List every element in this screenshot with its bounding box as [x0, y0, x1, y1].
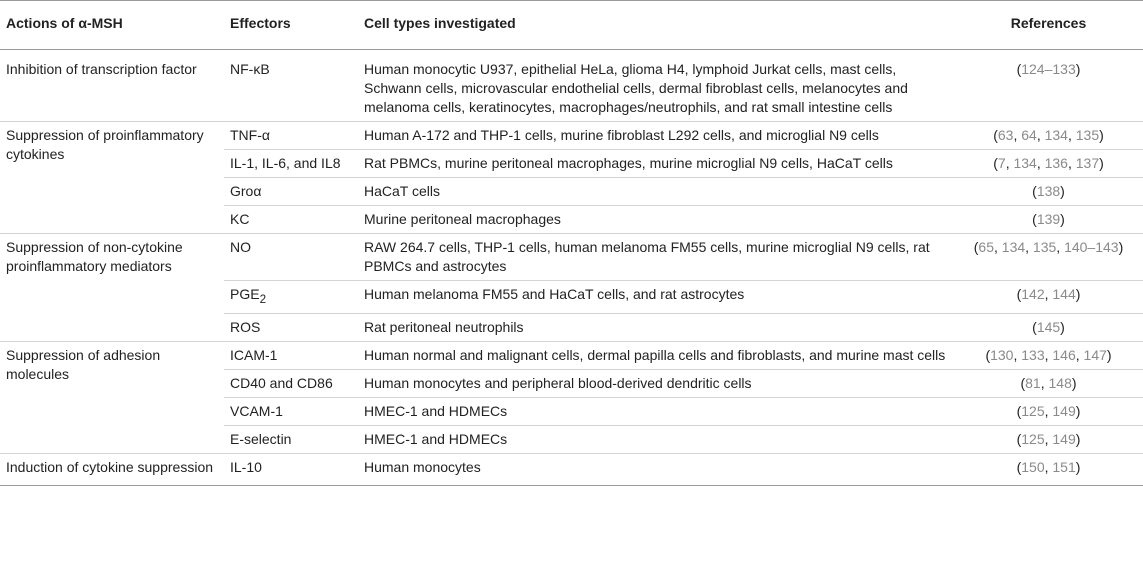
- reference-link[interactable]: 125: [1021, 402, 1045, 419]
- cell-types-cell: Human normal and malignant cells, dermal papilla cells and fibroblasts, and murine mast cells: [358, 341, 954, 369]
- reference-link[interactable]: 147: [1083, 346, 1107, 363]
- references-cell: (145): [954, 313, 1143, 341]
- cell-types-cell: Human monocytic U937, epithelial HeLa, glioma H4, lymphoid Jurkat cells, mast cells, Schwann cells, microvascular endothelial cells, dermal fibroblast cells, melanocytes and melanoma cells, keratinocytes, macrophages/neutrophils, and rat small intestine cells: [358, 50, 954, 122]
- references-cell: (139): [954, 206, 1143, 234]
- effector-cell: [224, 341, 358, 369]
- table-row: [0, 50, 1143, 122]
- effector-label: VCAM-1: [230, 402, 283, 419]
- effector-subscript: 2: [259, 292, 267, 306]
- effector-cell: [224, 50, 358, 122]
- references-cell: (138): [954, 178, 1143, 206]
- effector-label: TNF-α: [230, 127, 270, 143]
- reference-link[interactable]: 144: [1052, 286, 1076, 302]
- cell-types-cell: Murine peritoneal macrophages: [358, 206, 954, 234]
- references-cell: (150, 151): [954, 453, 1143, 485]
- effector-cell: [224, 425, 358, 453]
- cell-types-cell: Human monocytes: [358, 453, 954, 485]
- effector-label: ROS: [230, 318, 261, 335]
- effector-label: PGE: [230, 286, 260, 302]
- references-cell: (124–133): [954, 50, 1143, 122]
- reference-link[interactable]: 149: [1052, 402, 1076, 419]
- table-row: [0, 453, 1143, 485]
- reference-link[interactable]: 124–133: [1021, 61, 1076, 77]
- reference-link[interactable]: 138: [1036, 183, 1061, 199]
- reference-link[interactable]: 149: [1052, 430, 1076, 447]
- cell-types-cell: HMEC-1 and HDMECs: [358, 397, 954, 425]
- reference-link[interactable]: 145: [1036, 318, 1061, 335]
- reference-link[interactable]: 150: [1021, 458, 1045, 475]
- reference-link[interactable]: 134: [1001, 239, 1026, 255]
- header-cell-types: Cell types investigated: [358, 1, 954, 50]
- effector-cell: [224, 234, 358, 281]
- header-row: [0, 1, 1143, 50]
- action-cell: Induction of cytokine suppression: [0, 453, 224, 485]
- table-row: [0, 341, 1143, 369]
- effector-label: ICAM-1: [230, 346, 278, 363]
- effector-label: NF-κB: [230, 61, 270, 77]
- cell-types-cell: Rat PBMCs, murine peritoneal macrophages, murine microglial N9 cells, HaCaT cells: [358, 150, 954, 178]
- reference-link[interactable]: 81: [1025, 374, 1041, 391]
- header-references: References: [954, 1, 1143, 50]
- cell-types-cell: Human monocytes and peripheral blood-derived dendritic cells: [358, 369, 954, 397]
- effector-cell: [224, 313, 358, 341]
- reference-link[interactable]: 136: [1044, 155, 1068, 171]
- cell-types-cell: Rat peritoneal neutrophils: [358, 313, 954, 341]
- references-cell: (63, 64, 134, 135): [954, 122, 1143, 150]
- reference-link[interactable]: 125: [1021, 430, 1045, 447]
- table-row: [0, 122, 1143, 150]
- reference-link[interactable]: 142: [1021, 286, 1045, 302]
- reference-link[interactable]: 63: [997, 127, 1014, 143]
- references-cell: (130, 133, 146, 147): [954, 341, 1143, 369]
- reference-link[interactable]: 151: [1052, 458, 1076, 475]
- reference-link[interactable]: 139: [1036, 211, 1061, 227]
- reference-link[interactable]: 65: [978, 239, 994, 255]
- action-cell: Inhibition of transcription factor: [0, 50, 224, 122]
- effector-label: KC: [230, 211, 250, 227]
- effector-label: CD40 and CD86: [230, 374, 333, 391]
- cell-types-cell: Human melanoma FM55 and HaCaT cells, and rat astrocytes: [358, 281, 954, 314]
- reference-link[interactable]: 134: [1013, 155, 1037, 171]
- action-cell: Suppression of adhesion molecules: [0, 341, 224, 453]
- table-body: [0, 50, 1143, 486]
- effector-cell: [224, 397, 358, 425]
- references-cell: (125, 149): [954, 425, 1143, 453]
- reference-link[interactable]: 135: [1032, 239, 1057, 255]
- references-cell: (7, 134, 136, 137): [954, 150, 1143, 178]
- effector-label: IL-10: [230, 458, 262, 475]
- reference-link[interactable]: 133: [1021, 346, 1045, 363]
- reference-link[interactable]: 140–143: [1064, 239, 1119, 255]
- effector-label: Groα: [230, 183, 262, 199]
- reference-link[interactable]: 134: [1044, 127, 1068, 143]
- references-cell: (125, 149): [954, 397, 1143, 425]
- references-cell: (81, 148): [954, 369, 1143, 397]
- effector-label: IL-1, IL-6, and IL8: [230, 155, 341, 171]
- header-actions: Actions of α-MSH: [0, 1, 224, 50]
- effector-cell: [224, 369, 358, 397]
- reference-link[interactable]: 130: [990, 346, 1014, 363]
- effector-cell: [224, 150, 358, 178]
- header-effectors: Effectors: [224, 1, 358, 50]
- reference-link[interactable]: 137: [1075, 155, 1100, 171]
- reference-link[interactable]: 148: [1048, 374, 1072, 391]
- table-row: [0, 234, 1143, 281]
- reference-link[interactable]: 135: [1075, 127, 1100, 143]
- reference-link[interactable]: 64: [1021, 127, 1037, 143]
- action-cell: Suppression of non-cytokine proinflammatory mediators: [0, 234, 224, 342]
- reference-link[interactable]: 146: [1052, 346, 1076, 363]
- cell-types-cell: HaCaT cells: [358, 178, 954, 206]
- references-cell: (142, 144): [954, 281, 1143, 314]
- reference-link[interactable]: 7: [997, 155, 1006, 171]
- effector-cell: [224, 206, 358, 234]
- cell-types-cell: RAW 264.7 cells, THP-1 cells, human melanoma FM55 cells, murine microglial N9 cells, rat PBMCs and astrocytes: [358, 234, 954, 281]
- effector-label: NO: [230, 239, 251, 255]
- effector-cell: [224, 281, 358, 314]
- effector-cell: [224, 178, 358, 206]
- action-cell: Suppression of proinflammatory cytokines: [0, 122, 224, 234]
- references-cell: (65, 134, 135, 140–143): [954, 234, 1143, 281]
- cell-types-cell: HMEC-1 and HDMECs: [358, 425, 954, 453]
- cell-types-cell: Human A-172 and THP-1 cells, murine fibroblast L292 cells, and microglial N9 cells: [358, 122, 954, 150]
- effector-cell: [224, 122, 358, 150]
- effector-label: E-selectin: [230, 430, 292, 447]
- effector-cell: [224, 453, 358, 485]
